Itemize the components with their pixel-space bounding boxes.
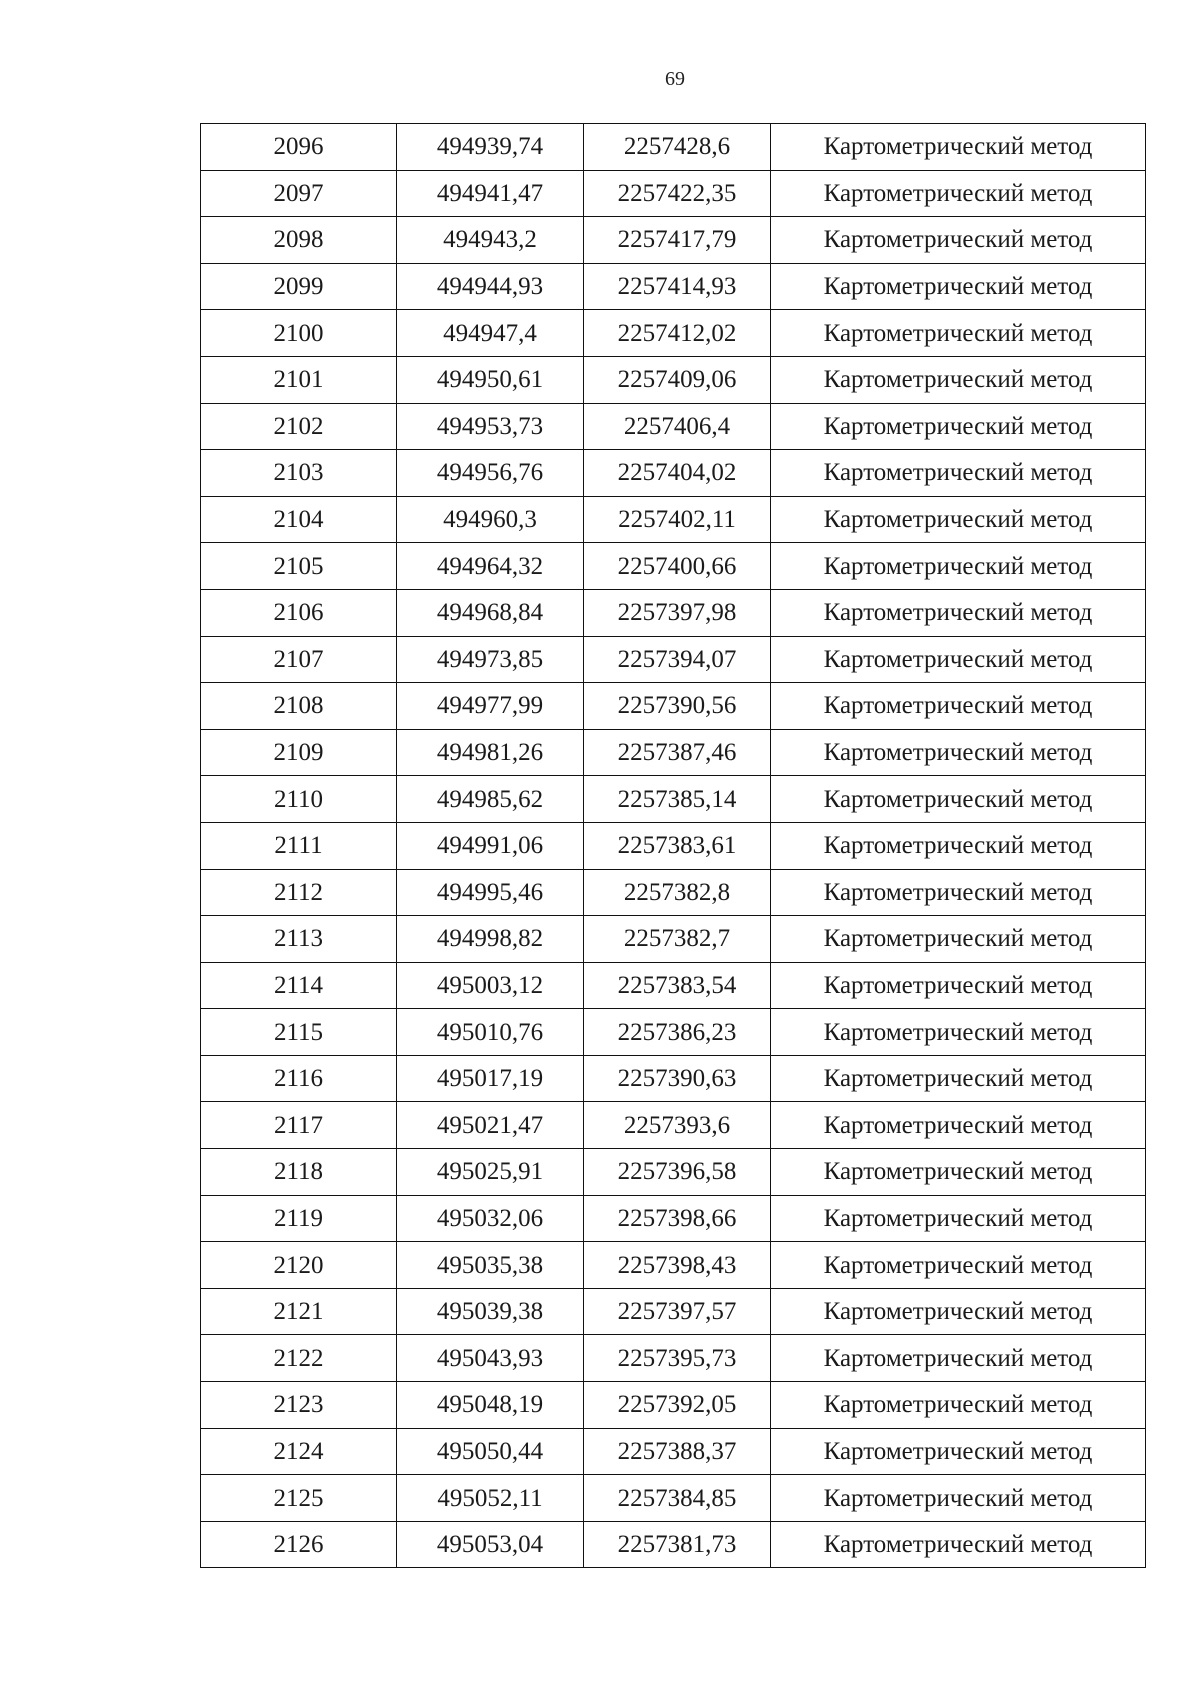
method-cell: Картометрический метод — [771, 1382, 1146, 1429]
method-cell: Картометрический метод — [771, 124, 1146, 171]
table-row — [201, 1102, 1146, 1149]
x-coordinate-cell: 495048,19 — [397, 1382, 584, 1429]
method-cell: Картометрический метод — [771, 869, 1146, 916]
x-coordinate-cell: 494991,06 — [397, 822, 584, 869]
y-coordinate-cell: 2257395,73 — [584, 1335, 771, 1382]
point-number-cell: 2111 — [201, 822, 397, 869]
x-coordinate-cell: 494998,82 — [397, 916, 584, 963]
method-cell: Картометрический метод — [771, 1521, 1146, 1568]
method-cell: Картометрический метод — [771, 1055, 1146, 1102]
point-number-cell: 2126 — [201, 1521, 397, 1568]
table-row — [201, 543, 1146, 590]
y-coordinate-cell: 2257398,43 — [584, 1242, 771, 1289]
x-coordinate-cell: 494960,3 — [397, 496, 584, 543]
point-number-cell: 2119 — [201, 1195, 397, 1242]
y-coordinate-cell: 2257404,02 — [584, 450, 771, 497]
y-coordinate-cell: 2257428,6 — [584, 124, 771, 171]
point-number-cell: 2120 — [201, 1242, 397, 1289]
table-row — [201, 310, 1146, 357]
method-cell: Картометрический метод — [771, 729, 1146, 776]
x-coordinate-cell: 494947,4 — [397, 310, 584, 357]
table-row — [201, 729, 1146, 776]
point-number-cell: 2124 — [201, 1428, 397, 1475]
y-coordinate-cell: 2257390,63 — [584, 1055, 771, 1102]
table-row — [201, 1195, 1146, 1242]
point-number-cell: 2099 — [201, 263, 397, 310]
y-coordinate-cell: 2257383,61 — [584, 822, 771, 869]
method-cell: Картометрический метод — [771, 356, 1146, 403]
x-coordinate-cell: 495010,76 — [397, 1009, 584, 1056]
point-number-cell: 2113 — [201, 916, 397, 963]
point-number-cell: 2098 — [201, 217, 397, 264]
x-coordinate-cell: 495021,47 — [397, 1102, 584, 1149]
point-number-cell: 2123 — [201, 1382, 397, 1429]
page-number: 69 — [665, 68, 685, 90]
point-number-cell: 2105 — [201, 543, 397, 590]
x-coordinate-cell: 494956,76 — [397, 450, 584, 497]
x-coordinate-cell: 495053,04 — [397, 1521, 584, 1568]
y-coordinate-cell: 2257382,7 — [584, 916, 771, 963]
table-row — [201, 683, 1146, 730]
coordinates-table-body — [201, 124, 1146, 1568]
point-number-cell: 2101 — [201, 356, 397, 403]
method-cell: Картометрический метод — [771, 1475, 1146, 1522]
method-cell: Картометрический метод — [771, 1428, 1146, 1475]
table-row — [201, 1521, 1146, 1568]
table-row — [201, 1288, 1146, 1335]
x-coordinate-cell: 495003,12 — [397, 962, 584, 1009]
y-coordinate-cell: 2257387,46 — [584, 729, 771, 776]
coordinates-table — [200, 123, 1146, 1568]
x-coordinate-cell: 495017,19 — [397, 1055, 584, 1102]
table-row — [201, 1475, 1146, 1522]
x-coordinate-cell: 494953,73 — [397, 403, 584, 450]
x-coordinate-cell: 495039,38 — [397, 1288, 584, 1335]
table-row — [201, 217, 1146, 264]
point-number-cell: 2097 — [201, 170, 397, 217]
y-coordinate-cell: 2257397,57 — [584, 1288, 771, 1335]
y-coordinate-cell: 2257381,73 — [584, 1521, 771, 1568]
y-coordinate-cell: 2257422,35 — [584, 170, 771, 217]
method-cell: Картометрический метод — [771, 1009, 1146, 1056]
x-coordinate-cell: 494944,93 — [397, 263, 584, 310]
y-coordinate-cell: 2257402,11 — [584, 496, 771, 543]
point-number-cell: 2096 — [201, 124, 397, 171]
method-cell: Картометрический метод — [771, 776, 1146, 823]
table-row — [201, 450, 1146, 497]
y-coordinate-cell: 2257414,93 — [584, 263, 771, 310]
point-number-cell: 2108 — [201, 683, 397, 730]
table-row — [201, 263, 1146, 310]
table-row — [201, 356, 1146, 403]
table-row — [201, 636, 1146, 683]
y-coordinate-cell: 2257400,66 — [584, 543, 771, 590]
y-coordinate-cell: 2257397,98 — [584, 589, 771, 636]
method-cell: Картометрический метод — [771, 170, 1146, 217]
y-coordinate-cell: 2257385,14 — [584, 776, 771, 823]
x-coordinate-cell: 494950,61 — [397, 356, 584, 403]
table-row — [201, 916, 1146, 963]
x-coordinate-cell: 494981,26 — [397, 729, 584, 776]
method-cell: Картометрический метод — [771, 217, 1146, 264]
table-row — [201, 1149, 1146, 1196]
x-coordinate-cell: 494973,85 — [397, 636, 584, 683]
x-coordinate-cell: 494968,84 — [397, 589, 584, 636]
point-number-cell: 2112 — [201, 869, 397, 916]
point-number-cell: 2125 — [201, 1475, 397, 1522]
point-number-cell: 2109 — [201, 729, 397, 776]
method-cell: Картометрический метод — [771, 589, 1146, 636]
x-coordinate-cell: 494964,32 — [397, 543, 584, 590]
x-coordinate-cell: 494941,47 — [397, 170, 584, 217]
method-cell: Картометрический метод — [771, 263, 1146, 310]
table-row — [201, 1009, 1146, 1056]
method-cell: Картометрический метод — [771, 450, 1146, 497]
y-coordinate-cell: 2257406,4 — [584, 403, 771, 450]
x-coordinate-cell: 495050,44 — [397, 1428, 584, 1475]
method-cell: Картометрический метод — [771, 636, 1146, 683]
y-coordinate-cell: 2257382,8 — [584, 869, 771, 916]
point-number-cell: 2107 — [201, 636, 397, 683]
y-coordinate-cell: 2257392,05 — [584, 1382, 771, 1429]
point-number-cell: 2114 — [201, 962, 397, 1009]
x-coordinate-cell: 494995,46 — [397, 869, 584, 916]
table-row — [201, 403, 1146, 450]
y-coordinate-cell: 2257393,6 — [584, 1102, 771, 1149]
y-coordinate-cell: 2257417,79 — [584, 217, 771, 264]
x-coordinate-cell: 495052,11 — [397, 1475, 584, 1522]
table-row — [201, 1382, 1146, 1429]
table-row — [201, 1055, 1146, 1102]
table-row — [201, 496, 1146, 543]
method-cell: Картометрический метод — [771, 543, 1146, 590]
x-coordinate-cell: 495032,06 — [397, 1195, 584, 1242]
point-number-cell: 2106 — [201, 589, 397, 636]
x-coordinate-cell: 495025,91 — [397, 1149, 584, 1196]
table-row — [201, 869, 1146, 916]
method-cell: Картометрический метод — [771, 1288, 1146, 1335]
y-coordinate-cell: 2257412,02 — [584, 310, 771, 357]
point-number-cell: 2118 — [201, 1149, 397, 1196]
method-cell: Картометрический метод — [771, 1102, 1146, 1149]
x-coordinate-cell: 494943,2 — [397, 217, 584, 264]
y-coordinate-cell: 2257388,37 — [584, 1428, 771, 1475]
y-coordinate-cell: 2257398,66 — [584, 1195, 771, 1242]
y-coordinate-cell: 2257384,85 — [584, 1475, 771, 1522]
table-row — [201, 124, 1146, 171]
y-coordinate-cell: 2257394,07 — [584, 636, 771, 683]
table-row — [201, 1428, 1146, 1475]
method-cell: Картометрический метод — [771, 496, 1146, 543]
method-cell: Картометрический метод — [771, 1195, 1146, 1242]
method-cell: Картометрический метод — [771, 962, 1146, 1009]
y-coordinate-cell: 2257396,58 — [584, 1149, 771, 1196]
method-cell: Картометрический метод — [771, 1149, 1146, 1196]
point-number-cell: 2116 — [201, 1055, 397, 1102]
method-cell: Картометрический метод — [771, 310, 1146, 357]
table-row — [201, 589, 1146, 636]
x-coordinate-cell: 495035,38 — [397, 1242, 584, 1289]
y-coordinate-cell: 2257383,54 — [584, 962, 771, 1009]
x-coordinate-cell: 494977,99 — [397, 683, 584, 730]
point-number-cell: 2104 — [201, 496, 397, 543]
point-number-cell: 2117 — [201, 1102, 397, 1149]
table-row — [201, 1242, 1146, 1289]
x-coordinate-cell: 494939,74 — [397, 124, 584, 171]
table-row — [201, 822, 1146, 869]
method-cell: Картометрический метод — [771, 822, 1146, 869]
method-cell: Картометрический метод — [771, 403, 1146, 450]
method-cell: Картометрический метод — [771, 1242, 1146, 1289]
table-row — [201, 1335, 1146, 1382]
table-row — [201, 962, 1146, 1009]
point-number-cell: 2103 — [201, 450, 397, 497]
point-number-cell: 2115 — [201, 1009, 397, 1056]
table-row — [201, 776, 1146, 823]
point-number-cell: 2122 — [201, 1335, 397, 1382]
point-number-cell: 2102 — [201, 403, 397, 450]
y-coordinate-cell: 2257390,56 — [584, 683, 771, 730]
point-number-cell: 2100 — [201, 310, 397, 357]
point-number-cell: 2121 — [201, 1288, 397, 1335]
y-coordinate-cell: 2257386,23 — [584, 1009, 771, 1056]
x-coordinate-cell: 495043,93 — [397, 1335, 584, 1382]
method-cell: Картометрический метод — [771, 916, 1146, 963]
x-coordinate-cell: 494985,62 — [397, 776, 584, 823]
y-coordinate-cell: 2257409,06 — [584, 356, 771, 403]
point-number-cell: 2110 — [201, 776, 397, 823]
table-row — [201, 170, 1146, 217]
method-cell: Картометрический метод — [771, 1335, 1146, 1382]
method-cell: Картометрический метод — [771, 683, 1146, 730]
